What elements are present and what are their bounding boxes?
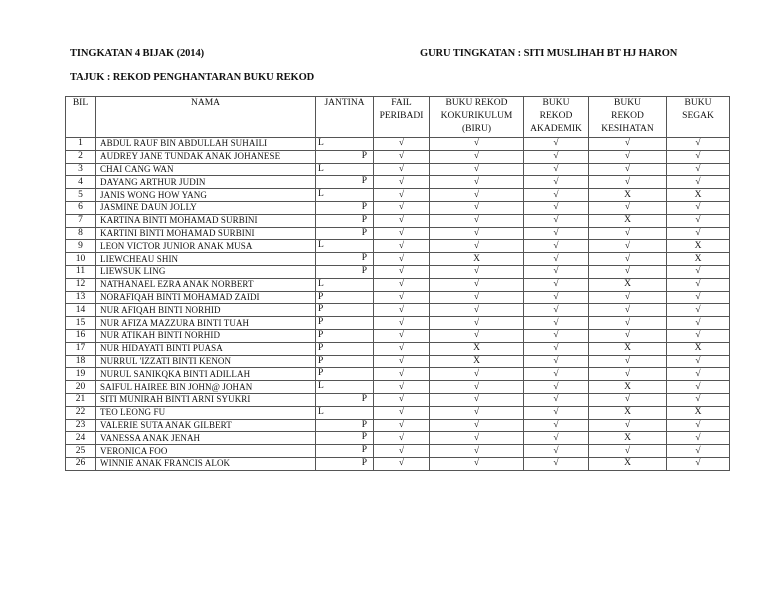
status-segak: √ [667, 138, 730, 151]
status-akademik: √ [524, 406, 589, 419]
status-kesihatan: X [589, 278, 667, 291]
header-line: BUKU REKOD [445, 98, 508, 108]
status-kesihatan: √ [589, 176, 667, 189]
student-name: NURRUL 'IZZATI BINTI KENON [96, 355, 316, 368]
status-segak: √ [667, 329, 730, 342]
status-fail: √ [374, 176, 430, 189]
status-segak: √ [667, 355, 730, 368]
student-name: ABDUL RAUF BIN ABDULLAH SUHAILI [96, 138, 316, 151]
col-header-segak [667, 97, 730, 138]
table-row [66, 265, 730, 278]
row-number: 21 [66, 393, 96, 406]
status-segak: √ [667, 381, 730, 394]
status-fail: √ [374, 445, 430, 458]
table-row [66, 278, 730, 291]
status-akademik: √ [524, 304, 589, 317]
status-segak: X [667, 253, 730, 266]
gender-value: L [318, 240, 324, 251]
status-fail: √ [374, 150, 430, 163]
gender-value: P [318, 368, 324, 379]
status-koko: √ [430, 457, 524, 470]
table-row [66, 176, 730, 189]
status-segak: √ [667, 393, 730, 406]
gender-cell [316, 214, 374, 227]
status-segak: √ [667, 317, 730, 330]
status-koko: √ [430, 265, 524, 278]
gender-cell [316, 381, 374, 394]
row-number: 23 [66, 419, 96, 432]
status-fail: √ [374, 265, 430, 278]
status-akademik: √ [524, 214, 589, 227]
status-kesihatan: √ [589, 419, 667, 432]
gender-cell [316, 368, 374, 381]
student-name: JANIS WONG HOW YANG [96, 189, 316, 202]
gender-cell [316, 393, 374, 406]
status-fail: √ [374, 393, 430, 406]
status-akademik: √ [524, 163, 589, 176]
status-kesihatan: X [589, 406, 667, 419]
col-header-kesihatan [589, 97, 667, 138]
gender-cell [316, 406, 374, 419]
status-fail: √ [374, 329, 430, 342]
gender-cell [316, 189, 374, 202]
gender-cell [316, 342, 374, 355]
status-koko: X [430, 253, 524, 266]
status-kesihatan: X [589, 381, 667, 394]
status-segak: √ [667, 201, 730, 214]
table-row [66, 138, 730, 151]
table-row [66, 419, 730, 432]
row-number: 3 [66, 163, 96, 176]
header-line: PERIBADI [379, 111, 424, 121]
gender-value: P [361, 253, 367, 264]
gender-cell [316, 227, 374, 240]
student-name: SAIFUL HAIREE BIN JOHN@ JOHAN [96, 381, 316, 394]
status-kesihatan: √ [589, 253, 667, 266]
status-segak: √ [667, 265, 730, 278]
status-segak: √ [667, 368, 730, 381]
status-akademik: √ [524, 393, 589, 406]
row-number: 22 [66, 406, 96, 419]
gender-value: P [318, 317, 324, 328]
status-koko: √ [430, 214, 524, 227]
gender-value: P [361, 176, 367, 187]
table-row [66, 381, 730, 394]
status-akademik: √ [524, 265, 589, 278]
status-koko: √ [430, 393, 524, 406]
status-koko: √ [430, 317, 524, 330]
gender-value: P [361, 419, 367, 430]
status-fail: √ [374, 214, 430, 227]
student-name: NORAFIQAH BINTI MOHAMAD ZAIDI [96, 291, 316, 304]
status-kesihatan: √ [589, 329, 667, 342]
status-koko: √ [430, 150, 524, 163]
status-akademik: √ [524, 342, 589, 355]
table-row [66, 355, 730, 368]
gender-cell [316, 240, 374, 253]
status-akademik: √ [524, 445, 589, 458]
status-fail: √ [374, 227, 430, 240]
row-number: 7 [66, 214, 96, 227]
status-koko: √ [430, 381, 524, 394]
status-koko: X [430, 342, 524, 355]
table-row [66, 150, 730, 163]
table-row [66, 201, 730, 214]
gender-cell [316, 329, 374, 342]
row-number: 15 [66, 317, 96, 330]
status-koko: √ [430, 201, 524, 214]
status-fail: √ [374, 291, 430, 304]
header-line: BUKU [614, 98, 641, 108]
student-name: NATHANAEL EZRA ANAK NORBERT [96, 278, 316, 291]
class-title: TINGKATAN 4 BIJAK (2014) [70, 48, 205, 59]
status-kesihatan: √ [589, 317, 667, 330]
student-name: NUR AFIZA MAZZURA BINTI TUAH [96, 317, 316, 330]
gender-value: P [318, 304, 324, 315]
status-koko: √ [430, 432, 524, 445]
status-koko: √ [430, 304, 524, 317]
status-koko: √ [430, 445, 524, 458]
gender-value: P [361, 265, 367, 276]
gender-value: P [361, 457, 367, 468]
student-name: NUR ATIKAH BINTI NORHID [96, 329, 316, 342]
table-row [66, 329, 730, 342]
status-koko: √ [430, 176, 524, 189]
status-akademik: √ [524, 432, 589, 445]
gender-value: P [361, 445, 367, 456]
student-name: DAYANG ARTHUR JUDIN [96, 176, 316, 189]
table-row [66, 393, 730, 406]
status-fail: √ [374, 406, 430, 419]
gender-cell [316, 432, 374, 445]
status-kesihatan: √ [589, 201, 667, 214]
table-row [66, 253, 730, 266]
gender-cell [316, 304, 374, 317]
table-row [66, 291, 730, 304]
status-akademik: √ [524, 329, 589, 342]
gender-value: P [318, 355, 324, 366]
gender-value: P [361, 393, 367, 404]
document-subject: TAJUK : REKOD PENGHANTARAN BUKU REKOD [70, 72, 315, 83]
status-koko: √ [430, 291, 524, 304]
status-akademik: √ [524, 291, 589, 304]
status-akademik: √ [524, 240, 589, 253]
status-segak: √ [667, 163, 730, 176]
status-akademik: √ [524, 201, 589, 214]
row-number: 24 [66, 432, 96, 445]
status-akademik: √ [524, 253, 589, 266]
status-akademik: √ [524, 189, 589, 202]
row-number: 6 [66, 201, 96, 214]
gender-cell [316, 445, 374, 458]
table-row [66, 445, 730, 458]
status-fail: √ [374, 304, 430, 317]
col-header-bil: BIL [66, 97, 96, 138]
gender-cell [316, 291, 374, 304]
gender-value: P [361, 227, 367, 238]
status-akademik: √ [524, 150, 589, 163]
status-kesihatan: √ [589, 304, 667, 317]
status-akademik: √ [524, 317, 589, 330]
status-koko: √ [430, 278, 524, 291]
status-kesihatan: X [589, 342, 667, 355]
header-line: AKADEMIK [530, 124, 582, 134]
gender-value: L [318, 189, 324, 200]
status-akademik: √ [524, 419, 589, 432]
status-koko: √ [430, 329, 524, 342]
gender-value: L [318, 381, 324, 392]
table-row [66, 304, 730, 317]
status-kesihatan: √ [589, 291, 667, 304]
status-akademik: √ [524, 381, 589, 394]
status-fail: √ [374, 138, 430, 151]
status-akademik: √ [524, 227, 589, 240]
row-number: 9 [66, 240, 96, 253]
gender-cell [316, 201, 374, 214]
status-kesihatan: √ [589, 163, 667, 176]
table-row [66, 214, 730, 227]
student-name: VERONICA FOO [96, 445, 316, 458]
student-name: KARTINI BINTI MOHAMAD SURBINI [96, 227, 316, 240]
status-koko: √ [430, 368, 524, 381]
status-fail: √ [374, 317, 430, 330]
gender-value: L [318, 406, 324, 417]
status-fail: √ [374, 240, 430, 253]
status-akademik: √ [524, 278, 589, 291]
col-header-akademik [524, 97, 589, 138]
status-kesihatan: X [589, 432, 667, 445]
gender-cell [316, 265, 374, 278]
header-line: KESIHATAN [601, 124, 654, 134]
status-kesihatan: √ [589, 227, 667, 240]
status-segak: X [667, 189, 730, 202]
col-header-jantina: JANTINA [316, 97, 374, 138]
row-number: 18 [66, 355, 96, 368]
table-row [66, 240, 730, 253]
gender-cell [316, 176, 374, 189]
record-table [65, 96, 730, 471]
status-segak: √ [667, 304, 730, 317]
status-koko: √ [430, 240, 524, 253]
status-fail: √ [374, 355, 430, 368]
status-koko: √ [430, 227, 524, 240]
row-number: 17 [66, 342, 96, 355]
status-akademik: √ [524, 368, 589, 381]
status-segak: √ [667, 150, 730, 163]
status-akademik: √ [524, 457, 589, 470]
row-number: 2 [66, 150, 96, 163]
student-name: AUDREY JANE TUNDAK ANAK JOHANESE [96, 150, 316, 163]
gender-value: L [318, 278, 324, 289]
status-kesihatan: √ [589, 265, 667, 278]
gender-value: P [361, 150, 367, 161]
col-header-nama: NAMA [96, 97, 316, 138]
table-row [66, 227, 730, 240]
status-segak: √ [667, 445, 730, 458]
status-kesihatan: √ [589, 240, 667, 253]
status-koko: X [430, 355, 524, 368]
status-kesihatan: X [589, 214, 667, 227]
table-row [66, 189, 730, 202]
status-akademik: √ [524, 138, 589, 151]
status-kesihatan: X [589, 189, 667, 202]
student-name: JASMINE DAUN JOLLY [96, 201, 316, 214]
header-line: REKOD [611, 111, 644, 121]
header-line: BUKU [542, 98, 570, 108]
gender-value: L [318, 163, 324, 174]
status-akademik: √ [524, 355, 589, 368]
table-row [66, 406, 730, 419]
gender-value: P [361, 201, 367, 212]
row-number: 12 [66, 278, 96, 291]
gender-cell [316, 253, 374, 266]
status-fail: √ [374, 381, 430, 394]
gender-value: P [361, 214, 367, 225]
table-header-row [66, 97, 730, 138]
header-line: REKOD [539, 111, 573, 121]
header-line: FAIL [391, 98, 412, 108]
student-name: CHAI CANG WAN [96, 163, 316, 176]
row-number: 13 [66, 291, 96, 304]
student-name: VANESSA ANAK JENAH [96, 432, 316, 445]
row-number: 1 [66, 138, 96, 151]
header-line: SEGAK [682, 111, 714, 121]
status-segak: X [667, 240, 730, 253]
row-number: 10 [66, 253, 96, 266]
gender-cell [316, 457, 374, 470]
gender-cell [316, 355, 374, 368]
gender-cell [316, 163, 374, 176]
status-kesihatan: √ [589, 445, 667, 458]
student-name: LIEWCHEAU SHIN [96, 253, 316, 266]
header-line: (BIRU) [461, 124, 492, 134]
gender-value: P [318, 342, 324, 353]
status-fail: √ [374, 201, 430, 214]
gender-cell [316, 317, 374, 330]
table-row [66, 163, 730, 176]
student-name: VALERIE SUTA ANAK GILBERT [96, 419, 316, 432]
student-name: NUR HIDAYATI BINTI PUASA [96, 342, 316, 355]
status-kesihatan: √ [589, 393, 667, 406]
table-row [66, 432, 730, 445]
status-fail: √ [374, 368, 430, 381]
row-number: 14 [66, 304, 96, 317]
row-number: 19 [66, 368, 96, 381]
row-number: 5 [66, 189, 96, 202]
student-name: TEO LEONG FU [96, 406, 316, 419]
gender-value: P [318, 291, 324, 302]
header-line: BUKU [684, 98, 712, 108]
status-fail: √ [374, 419, 430, 432]
status-kesihatan: √ [589, 355, 667, 368]
status-kesihatan: √ [589, 138, 667, 151]
status-fail: √ [374, 278, 430, 291]
status-kesihatan: √ [589, 150, 667, 163]
student-name: SITI MUNIRAH BINTI ARNI SYUKRI [96, 393, 316, 406]
status-akademik: √ [524, 176, 589, 189]
class-teacher: GURU TINGKATAN : SITI MUSLIHAH BT HJ HARON [420, 48, 678, 59]
status-segak: X [667, 342, 730, 355]
gender-value: P [318, 329, 324, 340]
student-name: LEON VICTOR JUNIOR ANAK MUSA [96, 240, 316, 253]
row-number: 20 [66, 381, 96, 394]
status-koko: √ [430, 163, 524, 176]
status-koko: √ [430, 406, 524, 419]
status-fail: √ [374, 432, 430, 445]
gender-cell [316, 150, 374, 163]
row-number: 26 [66, 457, 96, 470]
gender-value: L [318, 138, 324, 148]
row-number: 25 [66, 445, 96, 458]
table-row [66, 368, 730, 381]
row-number: 16 [66, 329, 96, 342]
status-kesihatan: X [589, 457, 667, 470]
status-fail: √ [374, 457, 430, 470]
student-name: KARTINA BINTI MOHAMAD SURBINI [96, 214, 316, 227]
row-number: 11 [66, 265, 96, 278]
col-header-kokurikulum [430, 97, 524, 138]
gender-cell [316, 419, 374, 432]
status-fail: √ [374, 253, 430, 266]
student-name: LIEWSUK LING [96, 265, 316, 278]
student-name: NURUL SANIKQKA BINTI ADILLAH [96, 368, 316, 381]
student-name: WINNIE ANAK FRANCIS ALOK [96, 457, 316, 470]
status-kesihatan: √ [589, 368, 667, 381]
row-number: 8 [66, 227, 96, 240]
table-row [66, 317, 730, 330]
header-line: KOKURIKULUM [440, 111, 513, 121]
status-segak: √ [667, 227, 730, 240]
status-segak: √ [667, 419, 730, 432]
status-segak: X [667, 406, 730, 419]
gender-value: P [361, 432, 367, 443]
status-koko: √ [430, 189, 524, 202]
status-segak: √ [667, 214, 730, 227]
table-body [66, 138, 730, 471]
status-segak: √ [667, 432, 730, 445]
status-fail: √ [374, 342, 430, 355]
gender-cell [316, 138, 374, 151]
status-fail: √ [374, 163, 430, 176]
status-segak: √ [667, 278, 730, 291]
status-segak: √ [667, 457, 730, 470]
status-segak: √ [667, 176, 730, 189]
status-koko: √ [430, 138, 524, 151]
gender-cell [316, 278, 374, 291]
col-header-fail-peribadi [374, 97, 430, 138]
status-fail: √ [374, 189, 430, 202]
status-koko: √ [430, 419, 524, 432]
table-row [66, 342, 730, 355]
student-name: NUR AFIQAH BINTI NORHID [96, 304, 316, 317]
row-number: 4 [66, 176, 96, 189]
status-segak: √ [667, 291, 730, 304]
table-row [66, 457, 730, 470]
